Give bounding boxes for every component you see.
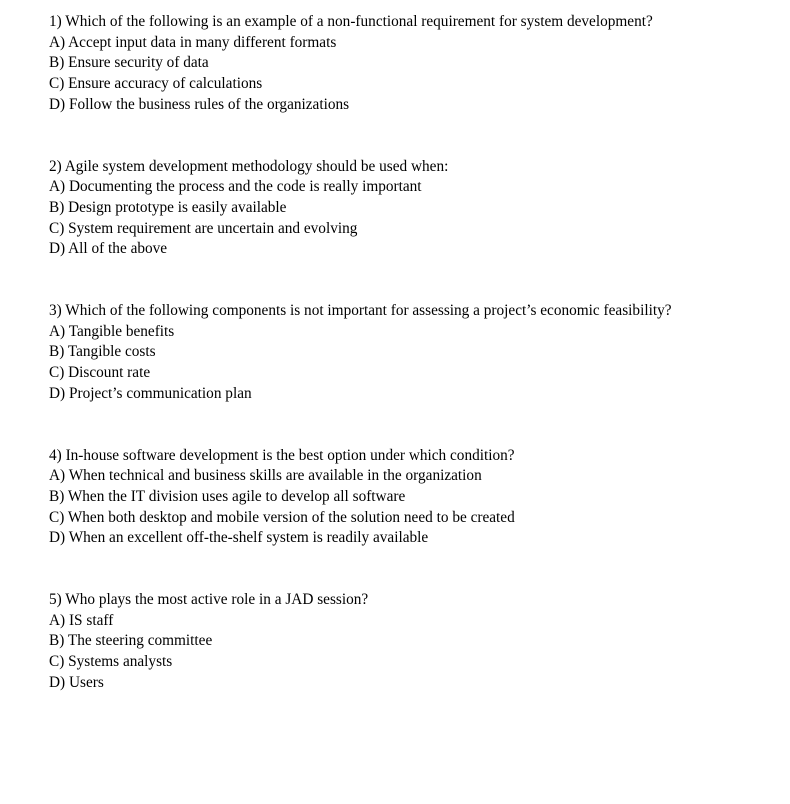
question-text: 3) Which of the following components is not important for assessing a project’s economic feasibility?: [49, 302, 672, 320]
answer-option-c: C) System requirement are uncertain and evolving: [49, 219, 358, 237]
answer-option-c: C) Discount rate: [49, 364, 151, 382]
answer-option-a: A) Accept input data in many different formats: [49, 33, 337, 51]
answer-option-a: A) IS staff: [49, 611, 114, 629]
answer-option-a: A) When technical and business skills are available in the organization: [49, 467, 482, 485]
answer-option-b: B) Tangible costs: [49, 343, 156, 361]
spacer: [49, 116, 749, 157]
question-5: [49, 590, 749, 694]
question-3: [49, 301, 749, 405]
answer-option-b: B) The steering committee: [49, 632, 213, 650]
answer-option-c: C) Systems analysts: [49, 653, 173, 671]
answer-option-b: B) When the IT division uses agile to develop all software: [49, 487, 406, 505]
answer-option-a: A) Documenting the process and the code is really important: [49, 178, 422, 196]
spacer: [49, 549, 749, 590]
answer-option-b: B) Design prototype is easily available: [49, 198, 287, 216]
spacer: [49, 405, 749, 446]
answer-option-d: D) When an excellent off-the-shelf system is readily available: [49, 529, 429, 547]
answer-option-d: D) Users: [49, 673, 104, 691]
answer-option-c: C) When both desktop and mobile version of the solution need to be created: [49, 508, 515, 526]
question-text: 4) In-house software development is the best option under which condition?: [49, 446, 515, 464]
question-1: [49, 12, 749, 116]
answer-option-d: D) Follow the business rules of the organizations: [49, 95, 350, 113]
question-2: [49, 157, 749, 261]
quiz-document: [49, 12, 749, 694]
answer-option-a: A) Tangible benefits: [49, 322, 175, 340]
question-text: 5) Who plays the most active role in a JAD session?: [49, 591, 369, 609]
answer-option-d: D) All of the above: [49, 240, 168, 258]
spacer: [49, 260, 749, 301]
question-text: 2) Agile system development methodology should be used when:: [49, 157, 449, 175]
question-4: [49, 446, 749, 550]
answer-option-b: B) Ensure security of data: [49, 54, 209, 72]
answer-option-d: D) Project’s communication plan: [49, 384, 252, 402]
question-text: 1) Which of the following is an example of a non-functional requirement for system development?: [49, 13, 653, 30]
answer-option-c: C) Ensure accuracy of calculations: [49, 75, 263, 93]
